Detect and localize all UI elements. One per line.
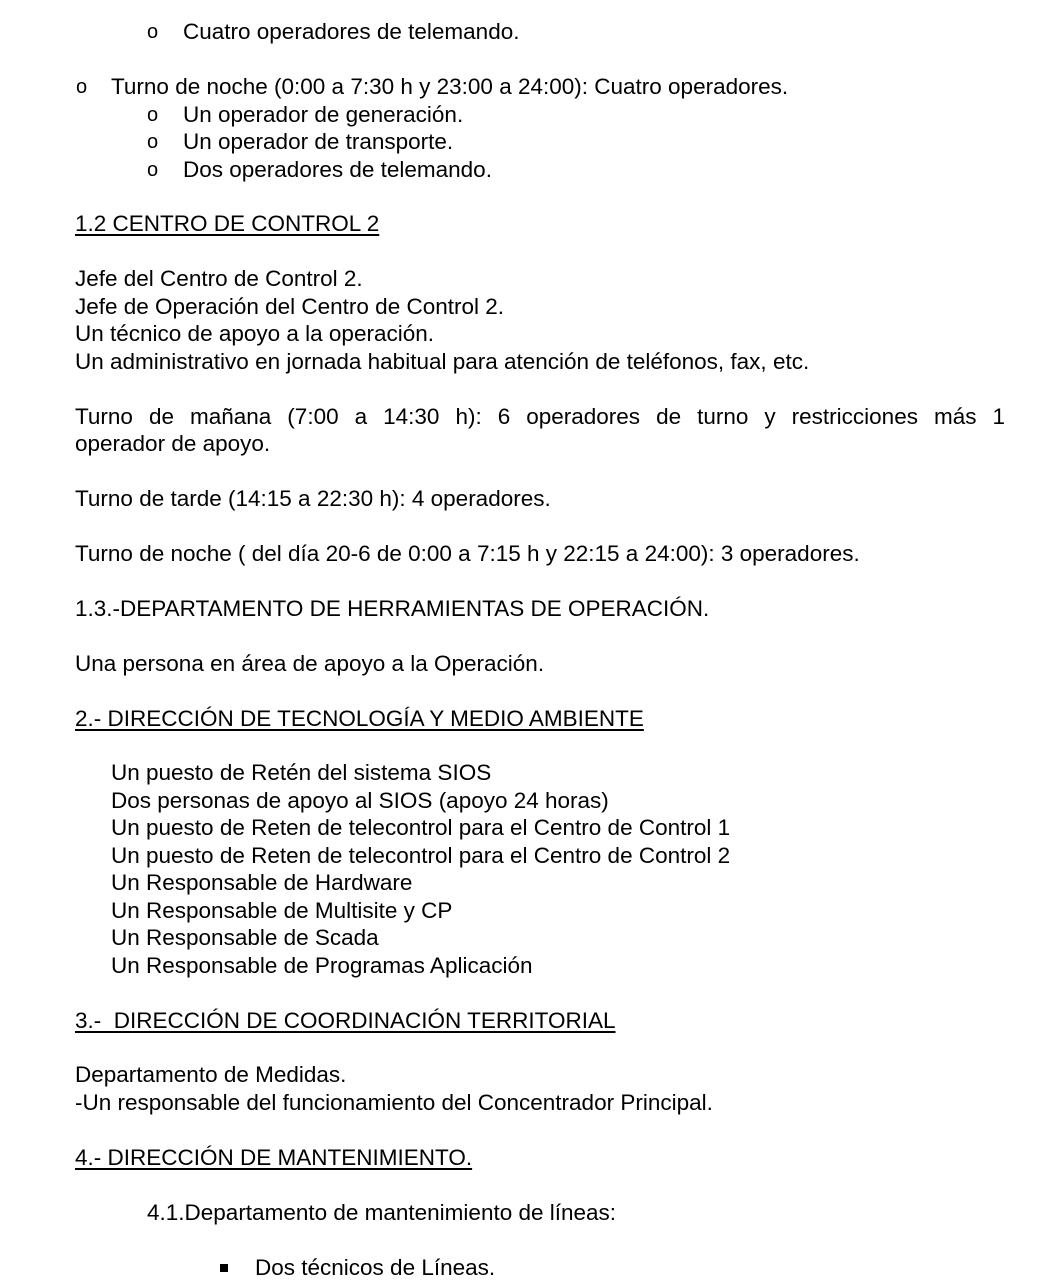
tech-item: Dos personas de apoyo al SIOS (apoyo 24 horas): [111, 788, 609, 813]
afternoon-shift: Turno de tarde (14:15 a 22:30 h): 4 operadores.: [75, 486, 551, 511]
tech-item: Un Responsable de Hardware: [111, 870, 413, 895]
territorial-dept: Departamento de Medidas.: [75, 1062, 347, 1087]
staff-line: Un administrativo en jornada habitual para atención de teléfonos, fax, etc.: [75, 349, 810, 374]
tech-item: Un puesto de Retén del sistema SIOS: [111, 760, 492, 785]
section-heading-maintenance: 4.- DIRECCIÓN DE MANTENIMIENTO.: [75, 1145, 473, 1170]
bullet: o: [76, 76, 88, 98]
section-heading-tools: 1.3.-DEPARTAMENTO DE HERRAMIENTAS DE OPERACIÓN.: [75, 596, 710, 621]
staff-line: Jefe de Operación del Centro de Control 2.: [75, 294, 505, 319]
section-heading-tech: 2.- DIRECCIÓN DE TECNOLOGÍA Y MEDIO AMBIENTE: [75, 706, 644, 731]
morning-shift-line2: operador de apoyo.: [75, 431, 271, 456]
staff-line: Jefe del Centro de Control 2.: [75, 266, 363, 291]
sub-item: Cuatro operadores de telemando.: [183, 19, 520, 44]
sub-bullet: o: [147, 131, 159, 153]
tech-item: Un Responsable de Multisite y CP: [111, 898, 453, 923]
sub-bullet: o: [147, 104, 159, 126]
morning-shift-line1: Turno de mañana (7:00 a 14:30 h): 6 operadores de turno y restricciones más 1: [75, 404, 1005, 429]
tools-text: Una persona en área de apoyo a la Operación.: [75, 651, 545, 676]
night-shift-title: Turno de noche (0:00 a 7:30 h y 23:00 a 24:00): Cuatro operadores.: [111, 74, 789, 99]
staff-line: Un técnico de apoyo a la operación.: [75, 321, 434, 346]
tech-item: Un puesto de Reten de telecontrol para el Centro de Control 2: [111, 843, 731, 868]
tech-item: Un Responsable de Programas Aplicación: [111, 953, 533, 978]
territorial-item: -Un responsable del funcionamiento del Concentrador Principal.: [75, 1090, 713, 1115]
tech-item: Un Responsable de Scada: [111, 925, 379, 950]
sub-item: Un operador de generación.: [183, 102, 464, 127]
tech-item: Un puesto de Reten de telecontrol para el Centro de Control 1: [111, 815, 731, 840]
night-shift-cc2: Turno de noche ( del día 20-6 de 0:00 a 7:15 h y 22:15 a 24:00): 3 operadores.: [75, 541, 860, 566]
sub-item: Un operador de transporte.: [183, 129, 454, 154]
section-heading-territorial: 3.- DIRECCIÓN DE COORDINACIÓN TERRITORIAL: [75, 1008, 616, 1033]
sub-bullet: o: [147, 21, 159, 43]
maintenance-item: Dos técnicos de Líneas.: [255, 1255, 496, 1280]
maintenance-subheading: 4.1.Departamento de mantenimiento de líneas:: [147, 1200, 617, 1225]
section-heading-cc2: 1.2 CENTRO DE CONTROL 2: [75, 211, 380, 236]
sub-bullet: o: [147, 159, 159, 181]
square-bullet: [220, 1264, 228, 1272]
sub-item: Dos operadores de telemando.: [183, 157, 492, 182]
